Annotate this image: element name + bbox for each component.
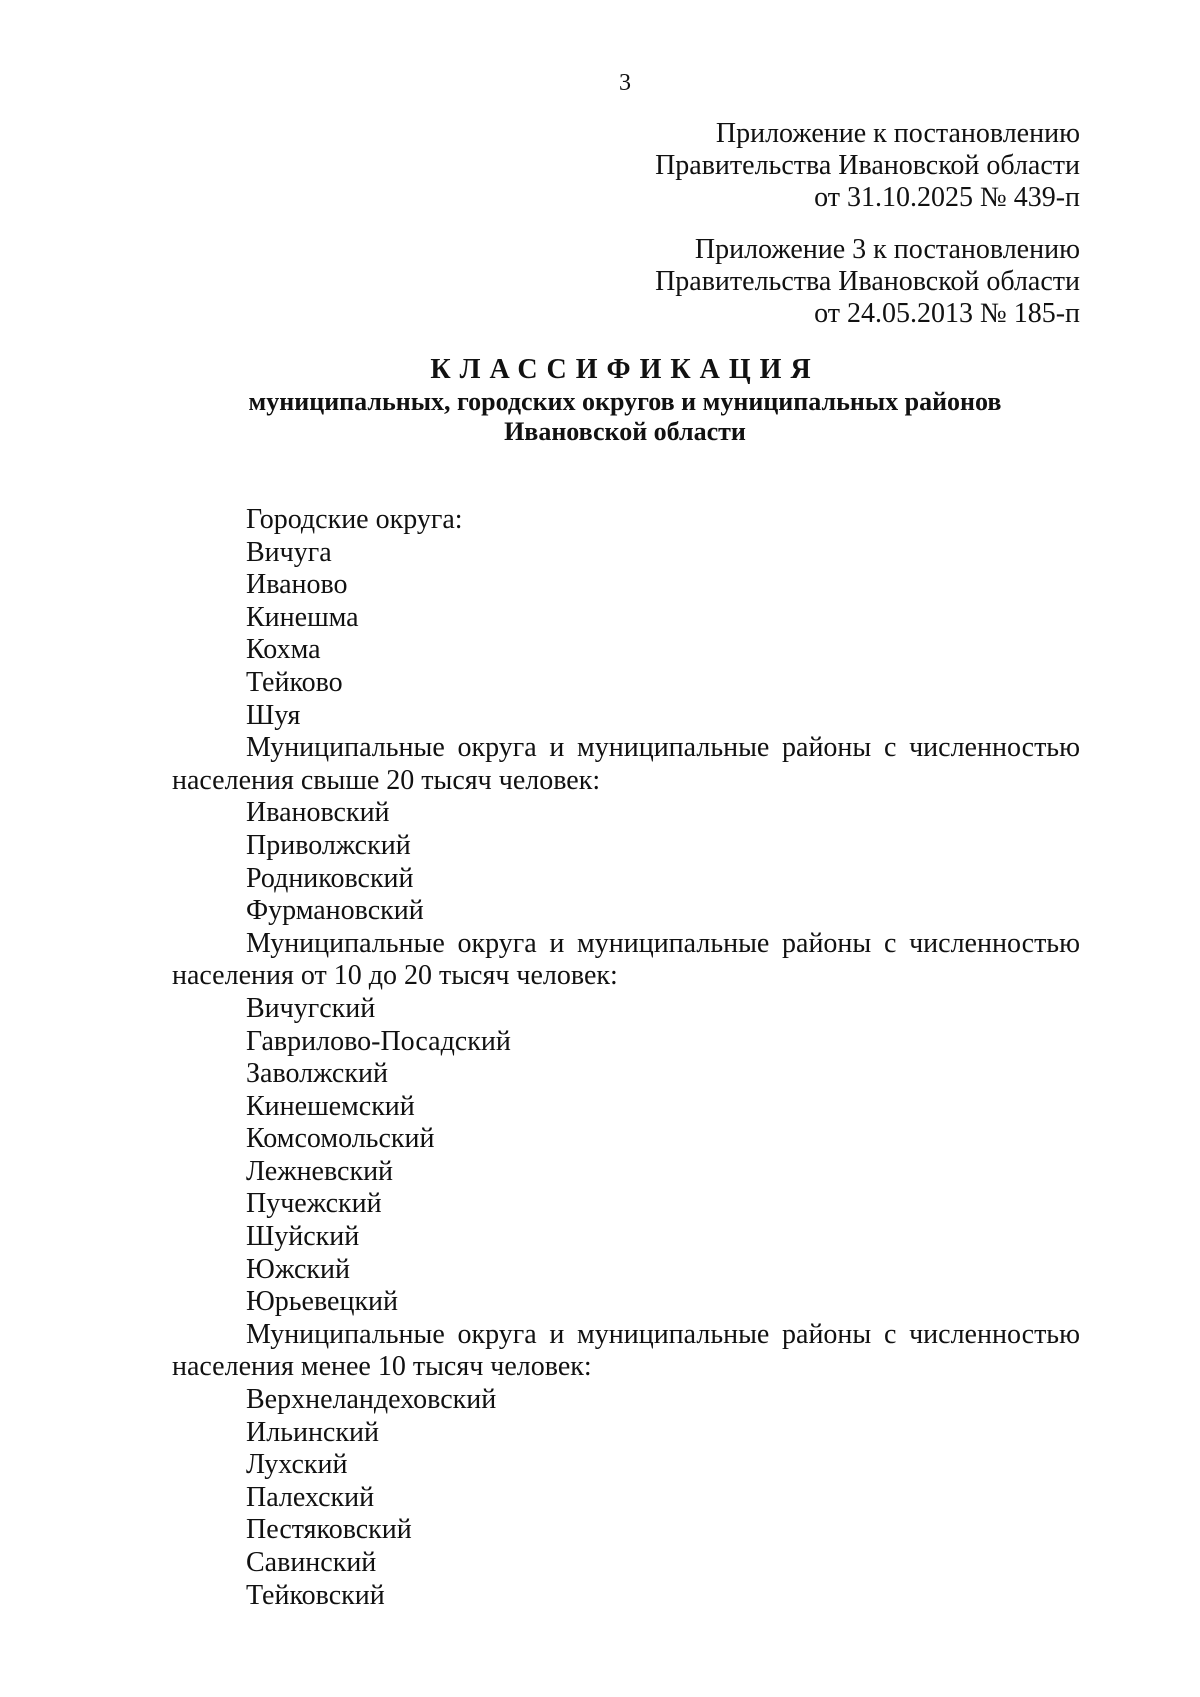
document-subtitle: муниципальных, городских округов и муниципальных районов	[248, 387, 1002, 416]
list-item: Ивановский	[246, 797, 390, 829]
list-item: Савинский	[246, 1547, 377, 1578]
appendix-reference-current	[655, 118, 1080, 214]
document-subtitle: Ивановской области	[504, 417, 746, 446]
appendix-reference-original	[655, 234, 1080, 330]
list-item: Ильинский	[246, 1416, 379, 1448]
appendix-line: Правительства Ивановской области	[655, 150, 1080, 181]
section-header: Муниципальные округа и муниципальные районы с численностью населения от 10 до 20 тысяч человек:	[172, 927, 1080, 992]
list-item: Приволжский	[246, 829, 411, 861]
appendix-line: Правительства Ивановской области	[655, 266, 1080, 297]
appendix-line: Приложение 3 к постановлению	[694, 234, 1080, 265]
list-item: Комсомольский	[246, 1123, 435, 1155]
list-item: Вичуга	[246, 536, 332, 568]
list-item: Пестяковский	[246, 1514, 412, 1546]
list-item: Гаврилово-Посадский	[246, 1025, 511, 1057]
list-item: Родниковский	[246, 862, 414, 894]
list-item: Верхнеландеховский	[246, 1384, 497, 1416]
list-item: Шуйский	[246, 1221, 360, 1253]
list-item: Фурмановский	[246, 895, 424, 927]
list-item: Шуя	[246, 699, 301, 731]
page-number: 3	[619, 70, 631, 96]
list-item: Кинешемский	[246, 1090, 415, 1122]
list-item: Кохма	[246, 634, 321, 666]
appendix-line: от 31.10.2025 № 439-п	[814, 182, 1080, 213]
list-item: Иваново	[246, 569, 348, 601]
list-item: Тейковский	[246, 1579, 385, 1611]
section-header: Муниципальные округа и муниципальные районы с численностью населения свыше 20 тысяч человек:	[172, 732, 1080, 796]
section-header: Городские округа:	[246, 504, 463, 535]
list-item: Тейково	[246, 666, 343, 698]
document-title: КЛАССИФИКАЦИЯ	[430, 354, 820, 385]
list-item: Вичугский	[246, 992, 376, 1024]
list-item: Лежневский	[246, 1155, 394, 1187]
list-item: Юрьевецкий	[246, 1286, 399, 1318]
list-item: Заволжский	[246, 1058, 388, 1090]
list-item: Кинешма	[246, 601, 359, 633]
list-item: Лухский	[246, 1449, 348, 1481]
classification-list	[172, 504, 1080, 1612]
list-item: Палехский	[246, 1481, 375, 1513]
document-heading	[0, 353, 1200, 447]
section-header: Муниципальные округа и муниципальные районы с численностью населения менее 10 тысяч человек:	[172, 1318, 1080, 1383]
list-item: Южский	[246, 1253, 350, 1285]
list-item: Пучежский	[246, 1188, 382, 1220]
appendix-line: от 24.05.2013 № 185-п	[814, 298, 1080, 329]
appendix-line: Приложение к постановлению	[715, 118, 1080, 149]
